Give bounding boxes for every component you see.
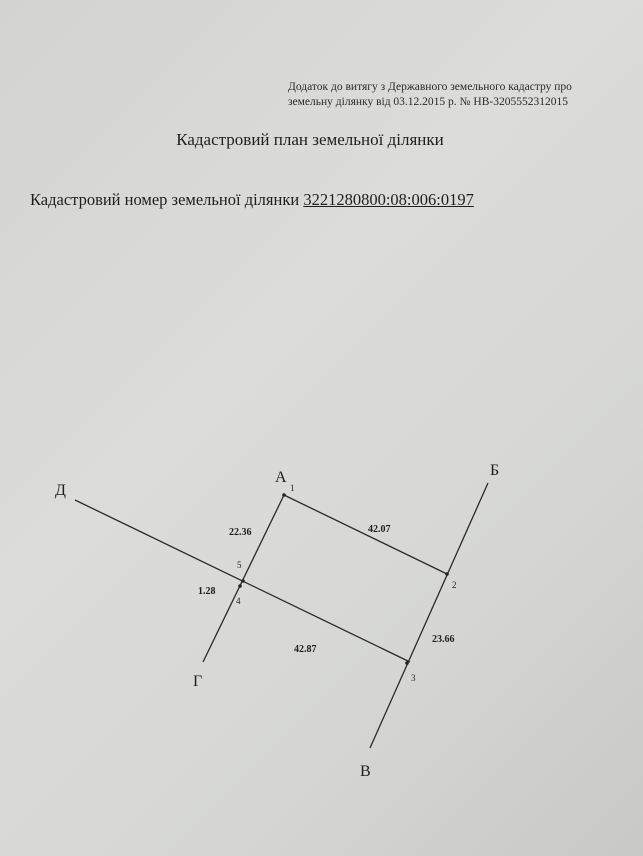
point-label-1: 1 xyxy=(290,483,295,493)
point-label-4: 4 xyxy=(236,596,241,606)
neighbor-a: А xyxy=(275,469,287,486)
vertex-2 xyxy=(445,572,449,576)
dimension-4-5: 1.28 xyxy=(198,586,216,597)
cadastral-number-label: Кадастровий номер земельної ділянки xyxy=(30,190,300,209)
dimension-5-1: 22.36 xyxy=(229,527,252,538)
dimension-2-3: 23.66 xyxy=(432,634,455,645)
boundary-line-b-v xyxy=(370,483,488,748)
point-label-3: 3 xyxy=(411,673,416,683)
point-label-5: 5 xyxy=(237,560,242,570)
neighbor-d: Д xyxy=(55,482,66,499)
boundary-line-a-g xyxy=(203,495,284,662)
vertex-5 xyxy=(241,579,245,583)
dimension-1-2: 42.07 xyxy=(368,524,391,535)
header-line-2: земельну ділянку від 03.12.2015 р. № НВ-3205552312015 xyxy=(288,96,568,108)
neighbor-v: В xyxy=(360,763,371,780)
point-label-2: 2 xyxy=(452,580,457,590)
page-title: Кадастровий план земельної ділянки xyxy=(176,130,444,149)
vertex-4 xyxy=(238,584,242,588)
neighbor-b: Б xyxy=(490,462,500,479)
neighbor-g: Г xyxy=(193,673,203,690)
cadastral-number-value: 3221280800:08:006:0197 xyxy=(303,190,474,209)
boundary-line-1-2 xyxy=(284,495,447,574)
vertex-1 xyxy=(282,493,286,497)
vertex-3 xyxy=(405,661,409,665)
dimension-3-4: 42.87 xyxy=(294,644,317,655)
header-line-1: Додаток до витягу з Державного земельного кадастру про xyxy=(288,81,572,93)
